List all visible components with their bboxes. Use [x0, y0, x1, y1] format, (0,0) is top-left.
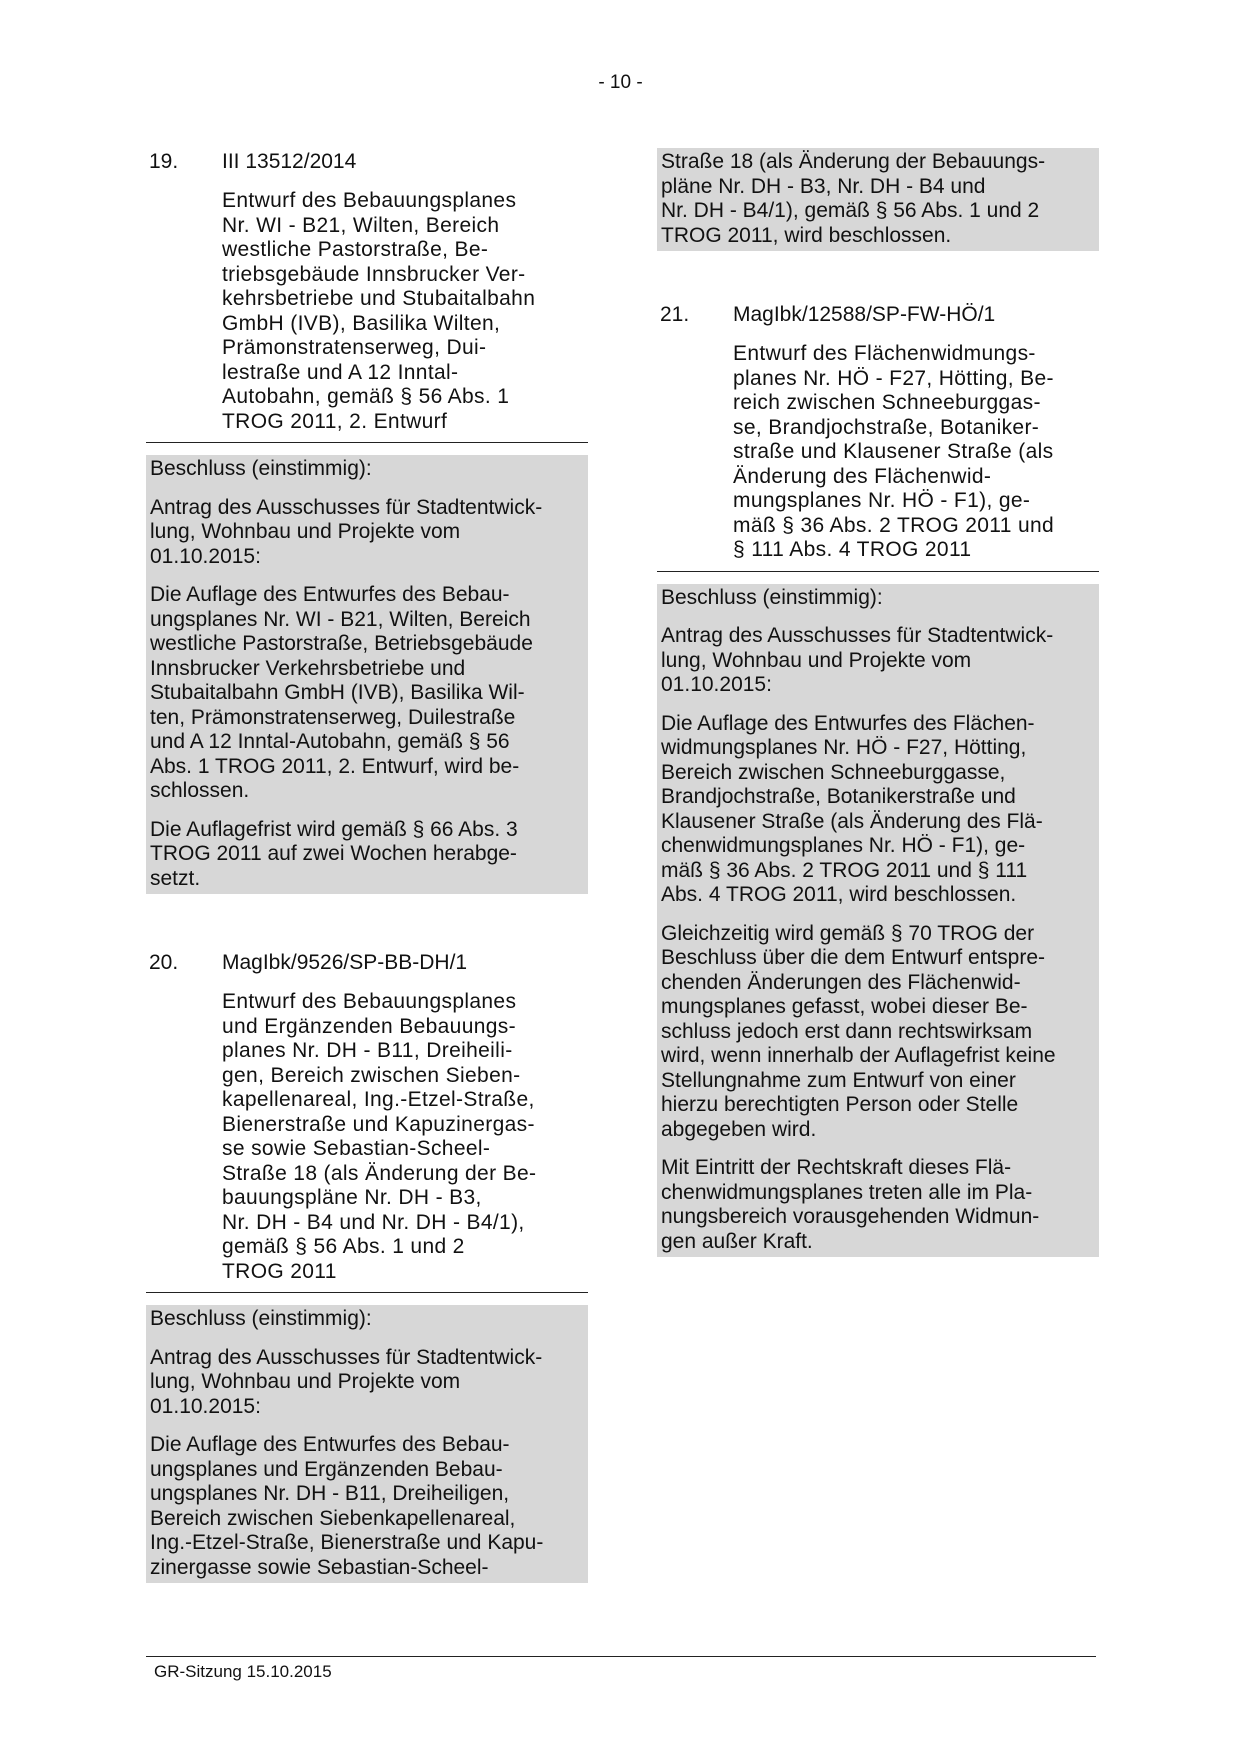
right-column	[657, 148, 1099, 1257]
text-line: Entwurf des Bebauungsplanes	[222, 189, 517, 212]
text-line: 01.10.2015:	[150, 544, 261, 568]
decision-box	[146, 455, 588, 894]
text-line: nungsbereich vorausgehenden Widmun-	[661, 1205, 1040, 1228]
item-reference: III 13512/2014	[222, 150, 357, 173]
footer-text: GR-Sitzung 15.10.2015	[154, 1662, 332, 1681]
text-line: abgegeben wird.	[661, 1117, 817, 1141]
text-line: gen außer Kraft.	[661, 1229, 813, 1253]
text-line: planes Nr. HÖ - F27, Hötting, Be-	[733, 366, 1054, 390]
item-title	[222, 189, 588, 442]
item-reference: MagIbk/9526/SP-BB-DH/1	[222, 951, 468, 974]
text-line: reich zwischen Schneeburggas-	[733, 391, 1041, 414]
text-line: und A 12 Inntal-Autobahn, gemäß § 56	[150, 730, 510, 753]
text-line: Entwurf des Bebauungsplanes	[222, 990, 517, 1013]
text-line: 01.10.2015:	[661, 673, 772, 696]
text-line: Nr. DH - B4/1), gemäß § 56 Abs. 1 und 2	[661, 199, 1040, 222]
text-line: GmbH (IVB), Basilika Wilten,	[222, 311, 501, 335]
text-line: widmungsplanes Nr. HÖ - F27, Hötting,	[661, 736, 1027, 759]
motion-text	[150, 1346, 584, 1420]
text-line: Abs. 1 TROG 2011, 2. Entwurf, wird be-	[150, 754, 520, 778]
text-line: Straße 18 (als Änderung der Be-	[222, 1161, 537, 1185]
text-line: lestraße und A 12 Inntal-	[222, 360, 459, 384]
text-line: chenwidmungsplanes treten alle im Pla-	[661, 1180, 1033, 1204]
item-title	[222, 990, 588, 1292]
text-line: kehrsbetriebe und Stubaitalbahn	[222, 287, 536, 310]
text-line: § 111 Abs. 4 TROG 2011	[733, 538, 972, 561]
legal-effect-text	[661, 1156, 1095, 1254]
text-line: ungsplanes Nr. DH - B11, Dreiheiligen,	[150, 1482, 510, 1505]
text-line: lung, Wohnbau und Projekte vom	[661, 648, 972, 672]
text-line: Stellungnahme zum Entwurf von einer	[661, 1068, 1016, 1092]
text-line: lung, Wohnbau und Projekte vom	[150, 520, 461, 543]
text-line: gemäß § 56 Abs. 1 und 2	[222, 1235, 465, 1258]
text-line: Prämonstratenserweg, Dui-	[222, 336, 487, 359]
text-line: ungsplanes und Ergänzenden Bebau-	[150, 1457, 503, 1481]
text-line: chenwidmungsplanes Nr. HÖ - F1), ge-	[661, 834, 1026, 857]
text-line: lung, Wohnbau und Projekte vom	[150, 1370, 461, 1393]
agenda-item-21	[657, 301, 1099, 1257]
text-line: 01.10.2015:	[150, 1394, 261, 1418]
text-line: triebsgebäude Innsbrucker Ver-	[222, 262, 526, 286]
text-line: Brandjochstraße, Botanikerstraße und	[661, 785, 1016, 808]
text-line: ungsplanes Nr. WI - B21, Wilten, Bereich	[150, 607, 531, 631]
text-line: Antrag des Ausschusses für Stadtentwick-	[661, 624, 1054, 647]
text-line: mäß § 36 Abs. 2 TROG 2011 und § 111	[661, 858, 1028, 882]
text-line: Die Auflage des Entwurfes des Flächen-	[661, 711, 1035, 735]
text-line: Bereich zwischen Schneeburggasse,	[661, 760, 1006, 784]
decision-box-continued	[657, 148, 1099, 251]
text-line: Gleichzeitig wird gemäß § 70 TROG der	[661, 921, 1035, 945]
text-line: se, Brandjochstraße, Botaniker-	[733, 415, 1040, 439]
text-line: Antrag des Ausschusses für Stadtentwick-	[150, 1345, 543, 1369]
text-line: Nr. WI - B21, Wilten, Bereich	[222, 213, 500, 237]
title-divider	[146, 442, 588, 443]
title-divider	[146, 1292, 588, 1293]
text-line: setzt.	[150, 866, 201, 890]
text-line: Antrag des Ausschusses für Stadtentwick-	[150, 495, 543, 519]
text-line: Entwurf des Flächenwidmungs-	[733, 342, 1036, 365]
item-reference: MagIbk/12588/SP-FW-HÖ/1	[733, 303, 996, 326]
text-line: Änderung des Flächenwid-	[733, 464, 992, 488]
item-header	[146, 148, 588, 176]
text-line: Straße 18 (als Änderung der Bebauungs-	[661, 150, 1046, 173]
text-line: westliche Pastorstraße, Betriebsgebäude	[150, 632, 533, 655]
text-line: chenden Änderungen des Flächenwid-	[661, 970, 1021, 994]
text-line: se sowie Sebastian-Scheel-	[222, 1137, 491, 1160]
text-line: straße und Klausener Straße (als	[733, 440, 1054, 463]
text-line: TROG 2011 auf zwei Wochen herabge-	[150, 842, 517, 865]
text-line: mungsplanes Nr. HÖ - F1), ge-	[733, 489, 1031, 512]
title-divider	[657, 571, 1099, 572]
text-line: Klausener Straße (als Änderung des Flä-	[661, 809, 1043, 833]
text-line: Abs. 4 TROG 2011, wird beschlossen.	[661, 883, 1017, 906]
text-line: mungsplanes gefasst, wobei dieser Be-	[661, 995, 1028, 1018]
item-header	[657, 301, 1099, 329]
motion-text	[150, 496, 584, 570]
text-line: Autobahn, gemäß § 56 Abs. 1	[222, 385, 510, 408]
text-line: westliche Pastorstraße, Be-	[222, 238, 489, 261]
text-line: gen, Bereich zwischen Sieben-	[222, 1063, 521, 1087]
text-line: hierzu berechtigten Person oder Stelle	[661, 1093, 1019, 1116]
text-line: Bereich zwischen Siebenkapellenareal,	[150, 1506, 516, 1530]
text-line: Mit Eintritt der Rechtskraft dieses Flä-	[661, 1156, 1012, 1179]
decision-label: Beschluss (einstimmig):	[150, 1307, 372, 1330]
text-line: Innsbrucker Verkehrsbetriebe und	[150, 656, 466, 680]
text-line: und Ergänzenden Bebauungs-	[222, 1014, 516, 1038]
decision-label: Beschluss (einstimmig):	[150, 457, 372, 480]
text-line: Stubaitalbahn GmbH (IVB), Basilika Wil-	[150, 681, 525, 704]
text-line: mäß § 36 Abs. 2 TROG 2011 und	[733, 513, 1055, 537]
text-line: Beschluss über die dem Entwurf entspre-	[661, 946, 1046, 969]
text-line: Die Auflage des Entwurfes des Bebau-	[150, 1433, 510, 1456]
simultaneous-decision-text	[661, 922, 1095, 1143]
text-line: TROG 2011, 2. Entwurf	[222, 409, 448, 433]
item-number: 20.	[149, 951, 179, 974]
motion-text	[661, 624, 1095, 698]
agenda-item-20	[146, 949, 588, 1583]
text-line: Ing.-Etzel-Straße, Bienerstraße und Kapu-	[150, 1531, 544, 1554]
deadline-note	[150, 818, 584, 892]
text-line: Die Auflage des Entwurfes des Bebau-	[150, 583, 510, 606]
text-line: zinergasse sowie Sebastian-Scheel-	[150, 1555, 489, 1579]
resolution-text-continued	[661, 150, 1095, 248]
decision-label: Beschluss (einstimmig):	[661, 585, 883, 609]
agenda-item-19	[146, 148, 588, 894]
text-line: wird, wenn innerhalb der Auflagefrist keine	[661, 1044, 1056, 1067]
decision-box	[657, 584, 1099, 1258]
text-line: Nr. DH - B4 und Nr. DH - B4/1),	[222, 1210, 525, 1234]
text-line: kapellenareal, Ing.-Etzel-Straße,	[222, 1088, 535, 1111]
item-header	[146, 949, 588, 977]
text-line: TROG 2011, wird beschlossen.	[661, 223, 952, 247]
resolution-text	[150, 583, 584, 804]
text-line: planes Nr. DH - B11, Dreiheili-	[222, 1039, 513, 1062]
item-title	[733, 342, 1099, 571]
item-number: 21.	[660, 303, 690, 326]
decision-box	[146, 1305, 588, 1583]
text-line: TROG 2011	[222, 1259, 337, 1283]
left-column	[146, 148, 588, 1583]
text-line: schluss jedoch erst dann rechtswirksam	[661, 1019, 1033, 1043]
page-number: - 10 -	[598, 72, 643, 93]
text-line: ten, Prämonstratenserweg, Duilestraße	[150, 705, 516, 729]
item-number: 19.	[149, 150, 179, 173]
resolution-text	[661, 712, 1095, 908]
text-line: schlossen.	[150, 779, 250, 802]
text-line: pläne Nr. DH - B3, Nr. DH - B4 und	[661, 174, 986, 198]
text-line: Die Auflagefrist wird gemäß § 66 Abs. 3	[150, 817, 518, 841]
text-line: bauungspläne Nr. DH - B3,	[222, 1186, 482, 1209]
resolution-text	[150, 1433, 584, 1580]
footer-divider	[146, 1656, 1096, 1657]
text-line: Bienerstraße und Kapuzinergas-	[222, 1112, 535, 1136]
